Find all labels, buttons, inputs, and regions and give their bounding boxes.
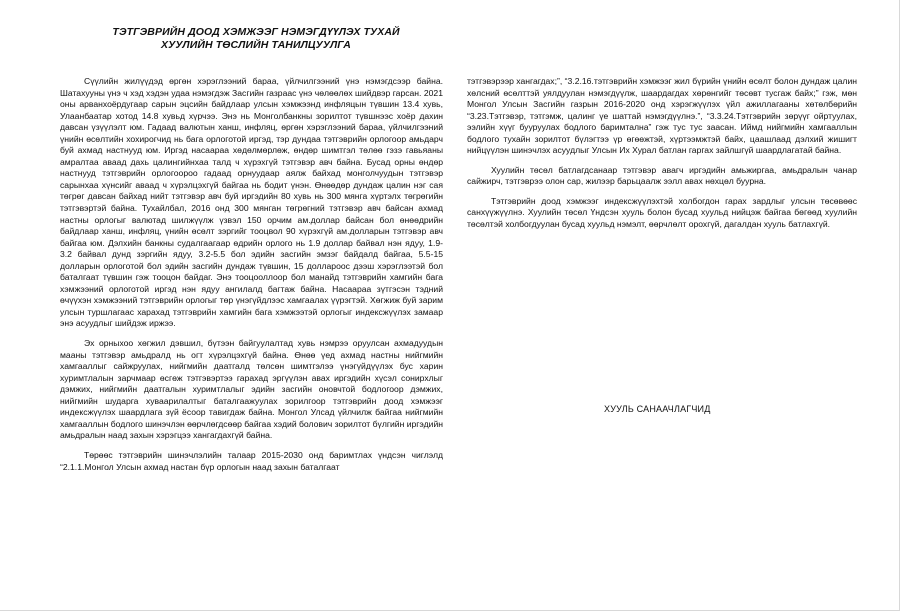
title-line-2: ХУУЛИЙН ТӨСЛИЙН ТАНИЛЦУУЛГА (161, 39, 351, 51)
title-line-1: ТЭТГЭВРИЙН ДООД ХЭМЖЭЭГ НЭМЭГДҮҮЛЭХ ТУХАЙ (112, 26, 400, 38)
paragraph-continued: тэтгэвэрээр хангагдах;”, “3.2.16.тэтгэврийн хэмжээг жил бүрийн үнийн өсөлт болон дундаж цалин хөлсний өсөлттэй уялдуулан нэмэгдүүлж, шаардагдах хөрөнгийг төсөвт тусгаж байх;” гэж, мөн Монгол Улсын Засгийн газрын 2016-2020 онд хэрэгжүүлэх үйл ажиллагааны хөтөлбөрийн “3.23.Тэтгэвэр, тэтгэмж, цалинг үе шаттай нэмэгдүүлнэ.”, “3.3.24.Тэтгэврийн зөрүүг ойртуулах, ээлийн хүүг бууруулах бодлого баримтална” гэж тус тус заасан. Иймд нийгмийн хамгааллын бодлого тухайн зорилтот бүлэгтээ үр өгөөжтэй, хүртээмжтэй байх, цаашлаад дэлхий жишигт нийцүүлэн шинэчлэх асуудлыг Улсын Их Хурал батлан гаргах зайлшгүй шаардлагатай байна. (467, 76, 857, 156)
document-title (60, 26, 452, 52)
paragraph: Сүүлийн жилүүдэд өргөн хэрэглээний бараа, үйлчилгээний үнэ нэмэгдсээр байна. Шатахууны үнэ ч хэд хэдэн удаа нэмэгдэж Засгийн газраас үнэ чөлөөлөх шийдвэр гарсан. 2021 оны арванхоёрдугаар сарын эцсийн байдлаар улсын хэмжээнд инфляцын түвшин 13.4 хувь, Улаанбаатар хотод 14.8 хувьд хүрчээ. Энэ нь Монголбанкны зорилтот түвшнээс хоёр дахин давсан үзүүлэлт юм. Гадаад валютын ханш, инфляц, өргөн хэрэглээний бараа, үйлчилгээний үнийн өсөлтийн хохирогчид нь бага орлоготой иргэд, тэр дундаа тэтгэврийн орлогоор амьдарч буй ахмад настнууд юм. Иргэд насаараа хөдөлмөрлөж, өндөр шимтгэл төлөө гэзэ гавьяаны амралтаа аваад дахь цалингийнхаа талд ч хүрэхгүй тэтгэвэр авч байна. Бусад орны өндөр настнууд тэтгэврийн орлогоороо гадаад орнуудаар аялж байхад монголчуудын тэтгэвэр сарынхаа хүнсийг аваад ч хүрэлцэхгүй байгаа нь бодит үнэн. Өнөөдөр дундаж цалин нэг сая төгрөг давсан байхад нийт тэтгэвэр авч буй иргэдийн 80 хувь нь 300 мянга хүртэлх төгрөгийн тэтгэвэртэй байна. Тухайлбал, 2016 онд 300 мянган төгрөгний тэтгэвэр авч байсан ахмад настны орлогыг валютад шилжүүлж үзвэл 150 орчим ам.доллар байсан бол өнөөдрийн байдлаар ханш, инфляц, үнийн өсөлт зэргийг тооцвол 90 хүрэхгүй ам.долларын тэтгэвэр авч байгаа юм. Дэлхийн банкны судалгаагаар өдрийн орлого нь 1.9 доллар байвал нэн ядуу, 1.9-3.2 байвал дунд зэргийн ядуу, 3.2-5.5 бол эдийн засгийн эмзэг байдалд байгаа, 5.5-15 долларын орлоготой бол эдийн засгийн дундаж түвшин, 15 доллароос дээш хэрэглээтэй бол баталгаат түвшин гэж тооцон байдаг. Энэ тооцооллоор бол манайд тэтгэврийн хамгийн бага хэмжээний орлоготой иргэд нэн ядуу ангилалд багтаж байна. Насаараа зүтгэсэн тэдний өчүүхэн хэмжээний тэтгэврийн орлогыг төр үнэгүйдлээс хамгаалах үүрэгтэй. Хөгжиж буй зарим улсын туршлагаас харахад тэтгэврийн хамгийн бага хэмжээтэй орлогыг индексжүүлэх замаар энэ асуудлыг шийдэж иржээ. (60, 76, 443, 329)
paragraph: Эх орныхоо хөгжил дэвшил, бүтээн байгуулалтад хувь нэмрээ оруулсан ахмадуудын мааны тэтгэвэр амьдралд нь огт хүрэлцэхгүй байна. Өнөө үед ахмад настны нийгмийн хамгааллыг сайжруулах, нийгмийн даатгалд төлсөн шимтгэлээ үнэгүйдүүлэх бус харин хуримтлалын зарчмаар өсгөж тэтгэвэртээ гарахад эргүүлэн авах иргэдийн хүсэл сонирхлыг дэмжих, нийгмийн даатгалын хуримтлалыг эдийн засгийн оновчтой бодлогоор дэмжих, нийгмийн шударга хуваарилалтыг баталгаажуулах зорилгоор тэтгэврийн доод хэмжээг индексжүүлэх шаардлага зүй ёсоор тавигдаж байна. Монгол Улсад үйлчилж байгаа нийгмийн хамгааллын бодлого шинэчлэн өөрчлөгдсөөр байгаа хэдий болович зорилтот бүлгийн иргэдийн амьдралын наад захын хэрэгцээ хангагдахгүй байна. (60, 338, 443, 441)
paragraph: Тэтгэврийн доод хэмжээг индексжүүлэхтэй холбогдон гарах зардлыг улсын төсөвөөс санхүүжүүлнэ. Хуулийн төсөл Үндсэн хууль болон бусад хуульд нийцэж байгаа бөгөөд хуулийн төсөлтэй холбогдуулан бусад хуульд нэмэлт, өөрчлөлт орохгүй, дагалдан хууль батлахгүй. (467, 195, 857, 230)
signature-line: ХУУЛЬ САНААЧЛАГЧИД (604, 404, 711, 414)
paragraph: Төрөөс тэтгэврийн шинэчлэлийн талаар 2015-2030 онд баримтлах үндсэн чиглэлд “2.1.1.Монгол Улсын ахмад настан бүр орлогын наад захын баталгаат (60, 449, 443, 472)
left-column (60, 76, 443, 481)
paragraph: Хуулийн төсөл батлагдсанаар тэтгэвэр авагч иргэдийн амьжиргаа, амьдралын чанар сайжирч, тэтгэврээ олон сар, жилээр барьцаалж ээлл авах нөхцөл буурна. (467, 164, 857, 187)
right-column (467, 76, 857, 239)
